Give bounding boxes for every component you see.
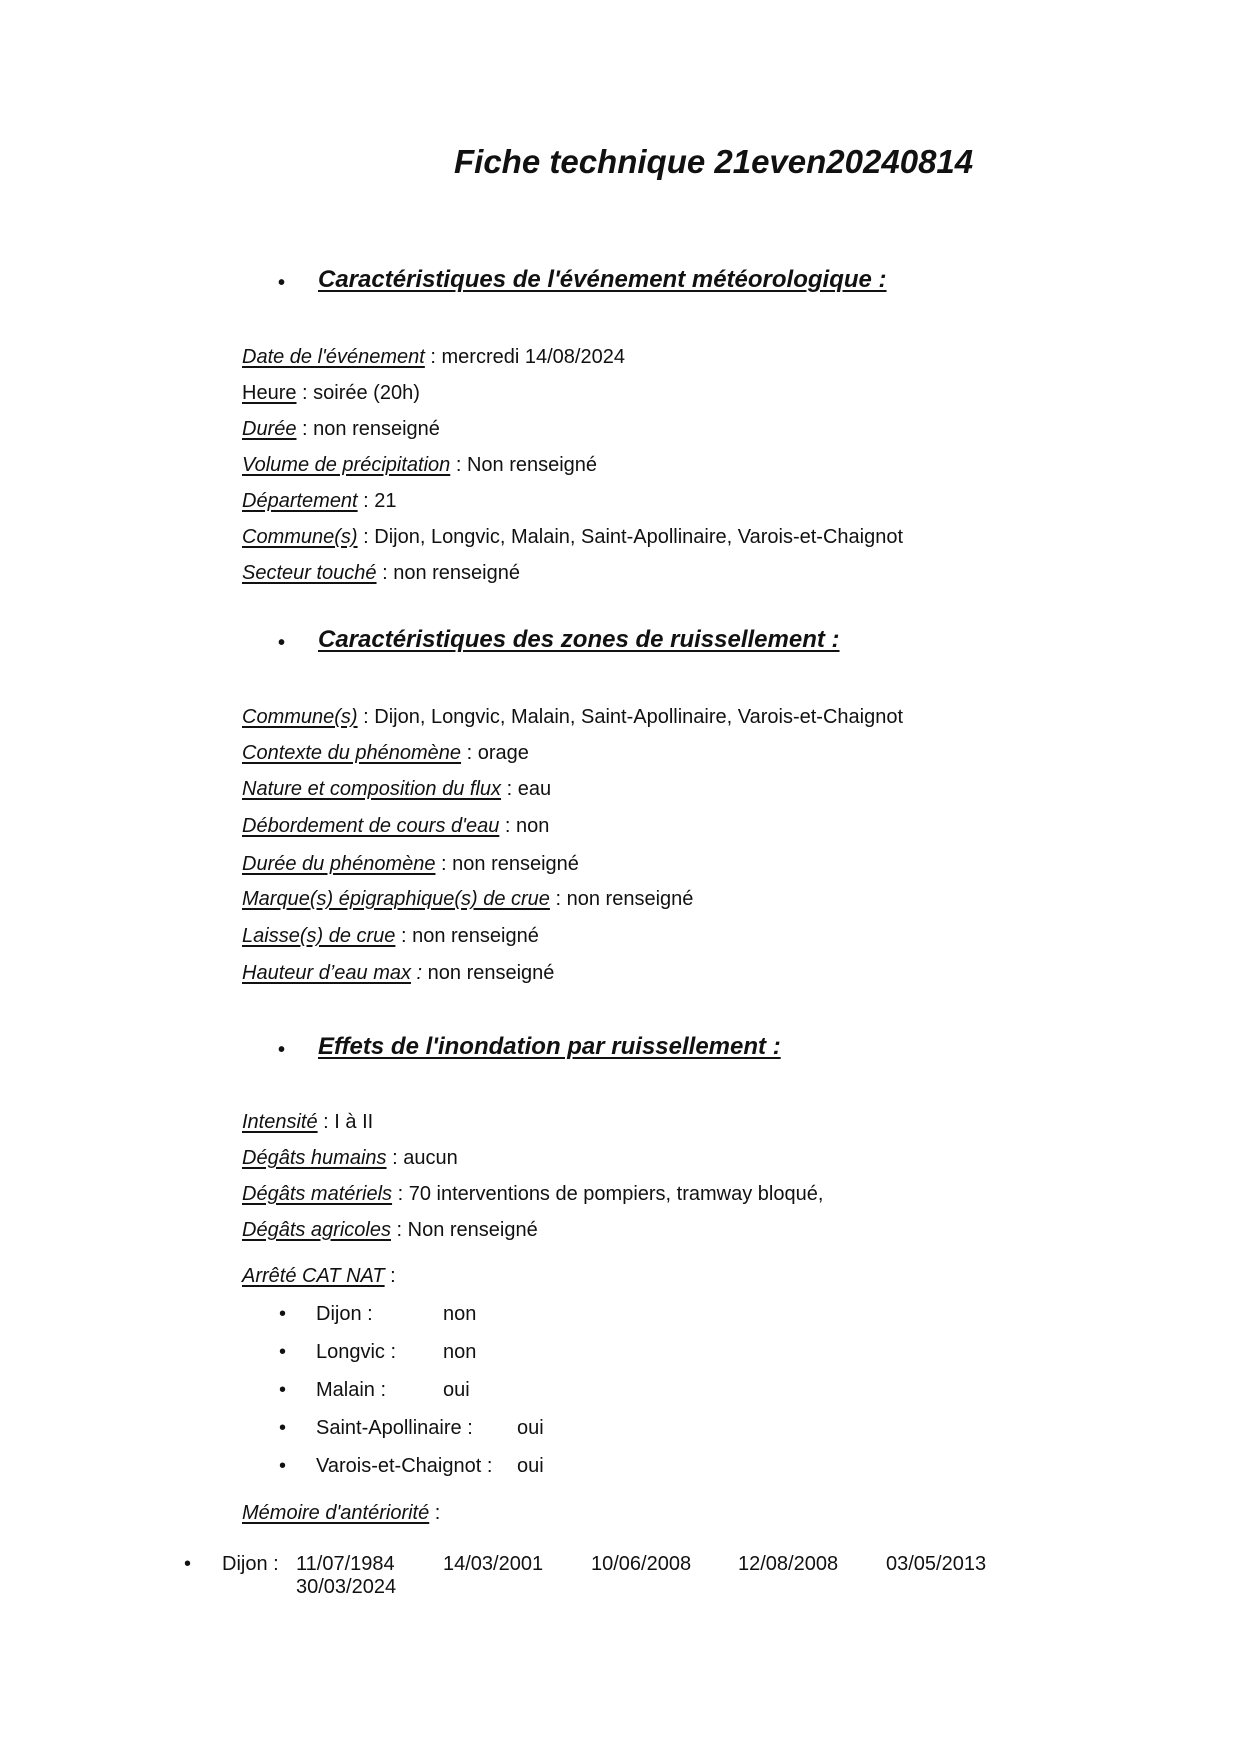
field-sep: : — [317, 1111, 335, 1133]
field-key: Commune(s) — [242, 706, 358, 728]
section-heading-text: Caractéristiques des zones de ruissellement : — [318, 626, 840, 653]
field-value: 70 interventions de pompiers, tramway bloqué, — [408, 1183, 824, 1205]
memoire-label: Mémoire d'antériorité — [242, 1502, 430, 1524]
field-row — [242, 1147, 458, 1170]
field-value: mercredi 14/08/2024 — [441, 346, 625, 368]
field-sep: : — [357, 526, 375, 548]
field-row — [242, 490, 397, 513]
field-row — [242, 562, 520, 585]
field-row — [242, 346, 625, 369]
field-key: Nature et composition du flux — [242, 778, 502, 800]
field-row — [242, 962, 554, 985]
field-sep: : — [296, 418, 314, 440]
catnat-sep: : — [384, 1265, 396, 1287]
field-sep: : — [461, 742, 478, 764]
field-key: Marque(s) épigraphique(s) de crue — [242, 888, 550, 910]
field-value: non renseigné — [566, 888, 694, 910]
catnat-value: non — [443, 1303, 477, 1325]
field-sep: : — [357, 490, 375, 512]
catnat-value: oui — [517, 1417, 544, 1439]
field-row — [242, 418, 440, 441]
list-bullet: • — [279, 1341, 287, 1363]
field-row — [242, 1111, 373, 1134]
field-key: Département — [242, 490, 358, 512]
list-bullet: • — [184, 1553, 192, 1575]
field-key: Dégâts matériels — [242, 1183, 393, 1205]
memoire-label-row — [242, 1502, 440, 1525]
field-value: Dijon, Longvic, Malain, Saint-Apollinaire, Varois-et-Chaignot — [374, 706, 904, 728]
catnat-label-row — [242, 1265, 396, 1288]
field-key: Secteur touché — [242, 562, 377, 584]
field-sep: : — [424, 346, 442, 368]
field-key: Durée du phénomène — [242, 853, 436, 875]
field-value: non renseigné — [427, 962, 555, 984]
field-key: Durée — [242, 418, 297, 440]
field-key: Date de l'événement — [242, 346, 425, 368]
field-row — [242, 815, 549, 838]
field-sep: : — [376, 562, 394, 584]
field-value: non renseigné — [313, 418, 440, 440]
memoire-date: 10/06/2008 — [591, 1553, 692, 1575]
catnat-commune: Longvic : — [316, 1341, 397, 1363]
catnat-commune: Dijon : — [316, 1303, 373, 1325]
field-sep: : — [410, 962, 428, 984]
field-value: non renseigné — [452, 853, 579, 875]
field-sep: : — [390, 1219, 408, 1241]
field-value: Non renseigné — [466, 454, 598, 476]
field-sep: : — [549, 888, 567, 910]
field-value: eau — [517, 778, 552, 800]
field-sep: : — [501, 778, 518, 800]
section-heading-runoff-zones — [318, 626, 840, 654]
memoire-date: 12/08/2008 — [738, 1553, 839, 1575]
section-bullet: • — [278, 272, 286, 294]
field-value: Dijon, Longvic, Malain, Saint-Apollinaire, Varois-et-Chaignot — [374, 526, 904, 548]
memoire-date: 11/07/1984 — [296, 1553, 395, 1575]
field-key: Intensité — [242, 1111, 318, 1133]
memoire-date: 14/03/2001 — [443, 1553, 544, 1575]
field-value: orage — [477, 742, 529, 764]
field-value: non — [516, 815, 550, 837]
field-key: Débordement de cours d'eau — [242, 815, 500, 837]
field-key: Volume de précipitation — [242, 454, 451, 476]
field-row — [242, 382, 420, 405]
section-heading-effects — [318, 1033, 781, 1061]
memoire-date: 03/05/2013 — [886, 1553, 987, 1575]
field-value: soirée (20h) — [313, 382, 420, 404]
field-sep: : — [499, 815, 516, 837]
section-heading-event — [318, 266, 887, 294]
catnat-value: oui — [443, 1379, 470, 1401]
field-row — [242, 454, 597, 477]
field-key: Hauteur d’eau max — [242, 962, 411, 984]
catnat-commune: Malain : — [316, 1379, 387, 1401]
field-row — [242, 1183, 823, 1206]
list-bullet: • — [279, 1455, 287, 1477]
section-heading-text: Caractéristiques de l'événement météorologique : — [318, 266, 887, 293]
field-row — [242, 888, 693, 911]
catnat-value: non — [443, 1341, 477, 1363]
list-bullet: • — [279, 1303, 287, 1325]
section-bullet: • — [278, 632, 286, 654]
field-key: Contexte du phénomène — [242, 742, 462, 764]
field-key: Dégâts agricoles — [242, 1219, 391, 1241]
field-row — [242, 526, 903, 549]
catnat-label: Arrêté CAT NAT — [242, 1265, 385, 1287]
field-row — [242, 742, 529, 765]
memoire-date: 30/03/2024 — [296, 1576, 397, 1598]
field-sep: : — [450, 454, 467, 476]
field-sep: : — [435, 853, 453, 875]
field-row — [242, 853, 579, 876]
field-row — [242, 706, 903, 729]
field-row — [242, 778, 551, 801]
field-value: Non renseigné — [407, 1219, 538, 1241]
field-value: 21 — [374, 490, 397, 512]
section-heading-text: Effets de l'inondation par ruissellement : — [318, 1033, 781, 1060]
field-key: Heure — [242, 382, 297, 404]
field-sep: : — [296, 382, 314, 404]
list-bullet: • — [279, 1379, 287, 1401]
field-value: non renseigné — [393, 562, 520, 584]
field-sep: : — [395, 925, 413, 947]
field-row — [242, 1219, 538, 1242]
field-value: aucun — [403, 1147, 458, 1169]
field-sep: : — [357, 706, 375, 728]
field-value: non renseigné — [412, 925, 539, 947]
field-key: Commune(s) — [242, 526, 358, 548]
field-value: I à II — [334, 1111, 374, 1133]
list-bullet: • — [279, 1417, 287, 1439]
catnat-commune: Varois-et-Chaignot : — [316, 1455, 493, 1477]
field-sep: : — [386, 1147, 404, 1169]
catnat-commune: Saint-Apollinaire : — [316, 1417, 473, 1439]
field-key: Dégâts humains — [242, 1147, 387, 1169]
field-key: Laisse(s) de crue — [242, 925, 396, 947]
memoire-sep: : — [429, 1502, 441, 1524]
memoire-commune: Dijon : — [222, 1553, 279, 1575]
page-title: Fiche technique 21even20240814 — [454, 143, 974, 180]
catnat-value: oui — [517, 1455, 544, 1477]
field-sep: : — [392, 1183, 409, 1205]
field-row — [242, 925, 539, 948]
section-bullet: • — [278, 1039, 286, 1061]
